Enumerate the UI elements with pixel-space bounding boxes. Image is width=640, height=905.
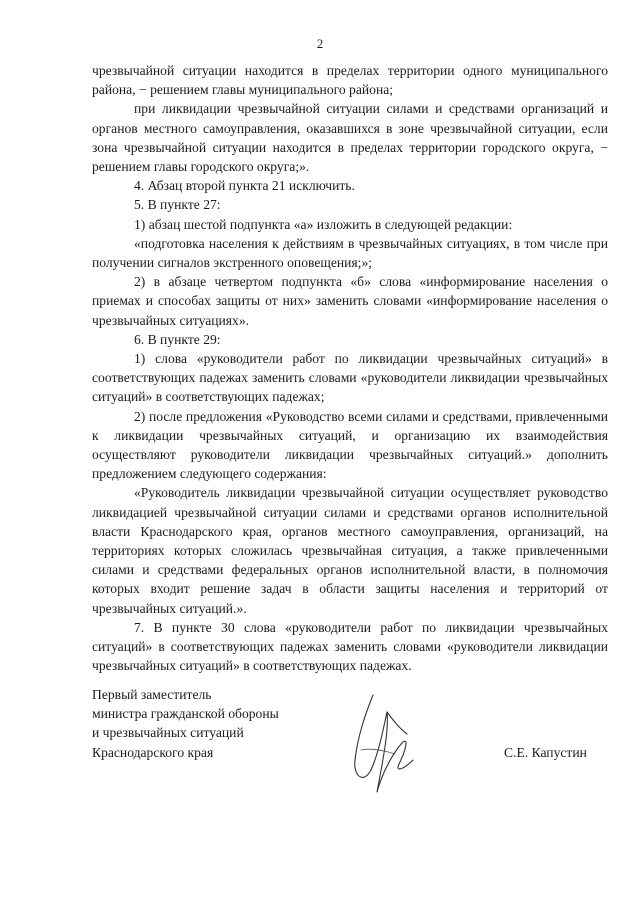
signature-title-line: Краснодарского края [92, 744, 214, 760]
paragraph: 1) слова «руководители работ по ликвидации чрезвычайных ситуаций» в соответствующих падежах заменить словами «руководители ликвидации чрезвычайных ситуаций» в соответствующих падежах; [92, 351, 608, 405]
signature-title-line: и чрезвычайных ситуаций [92, 725, 244, 741]
paragraph: чрезвычайной ситуации находится в пределах территории одного муниципального района, − решением главы муниципального района; [92, 63, 608, 98]
signature-title [92, 685, 312, 762]
signature-title-line: Первый заместитель [92, 687, 212, 702]
paragraph: 2) после предложения «Руководство всеми силами и средствами, привлеченными к ликвидации чрезвычайных ситуаций, и организацию их взаимодействия осуществляют руководители ликвидации чрезвычайных ситуаций.» дополнить предложением следующего содержания: [92, 408, 608, 482]
paragraph: 7. В пункте 30 слова «руководители работ по ликвидации чрезвычайных ситуаций» в соответствующих падежах заменить словами «руководители ликвидации чрезвычайных ситуаций» в соответствующих падежах. [92, 619, 608, 674]
paragraph: 5. В пункте 27: [134, 197, 221, 213]
page-number: 2 [316, 36, 324, 51]
paragraph: 1) абзац шестой подпункта «а» изложить в следующей редакции: [134, 216, 513, 232]
paragraph: «Руководитель ликвидации чрезвычайной ситуации осуществляет руководство ликвидацией чрезвычайной ситуации силами и средствами органов исполнительной власти Краснодарского края, органов местного самоуправления, организаций, на территориях которых сложилась чрезвычайная ситуация, а также привлеченными силами и средствами федеральных органов исполнительной власти, в полномочия которых входит решение задач в области защиты населения и территорий от чрезвычайных ситуаций.». [92, 485, 608, 616]
paragraph: 2) в абзаце четвертом подпункта «б» слова «информирование населения о приемах и способах защиты от них» заменить словами «информирование населения о чрезвычайных ситуациях». [92, 274, 608, 328]
paragraph: при ликвидации чрезвычайной ситуации силами и средствами организаций и органов местного самоуправления, оказавшихся в зоне чрезвычайной ситуации, если зона чрезвычайной ситуации находится в пределах территории городского округа, − решением главы городского округа;». [92, 101, 608, 175]
paragraph: «подготовка населения к действиям в чрезвычайных ситуациях, в том числе при получении сигналов экстренного оповещения;»; [92, 235, 608, 271]
signature-title-line: министра гражданской обороны [92, 706, 279, 722]
handwritten-signature [343, 690, 433, 800]
document-body [92, 61, 608, 676]
paragraph: 4. Абзац второй пункта 21 исключить. [134, 178, 355, 194]
paragraph: 6. В пункте 29: [134, 331, 221, 347]
signer-name: С.Е. Капустин [504, 745, 587, 760]
